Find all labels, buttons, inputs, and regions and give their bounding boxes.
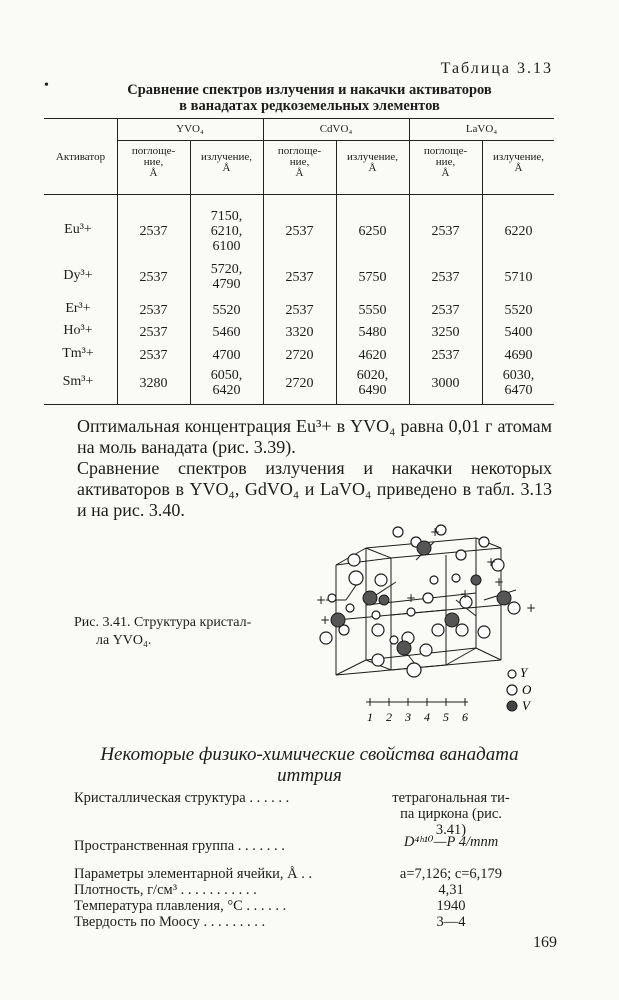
- table-cell: 2537: [431, 302, 460, 318]
- row-label-activator: Ho³+: [63, 323, 93, 338]
- table-cell: 3250: [431, 324, 460, 340]
- property-label: Твердость по Моосу . . . . . . . . .: [74, 914, 266, 930]
- subheader-emission: [336, 152, 409, 174]
- legend-o: O: [522, 682, 532, 697]
- table-cell: 2537: [285, 269, 314, 285]
- table-cell: 2537: [431, 223, 460, 239]
- table-cell: 5550: [358, 302, 387, 318]
- table-cell: 6020, 6490: [356, 368, 389, 398]
- table-cell: 2537: [285, 302, 314, 318]
- table-cell: 2537: [139, 324, 168, 340]
- subheader-line: Å: [222, 162, 231, 174]
- property-value: 1940: [436, 898, 466, 914]
- subheader-line: поглоще-: [277, 145, 322, 157]
- property-value: D⁴ʰ¹⁰—P 4/mnm: [403, 834, 499, 850]
- subheader-line: Å: [149, 167, 158, 179]
- paragraph-optimal-concentration: Оптимальная концентрация Eu³+ в YVO₄ равна 0,01 г атомам на моль ванадата (рис. 3.39).: [77, 416, 552, 457]
- legend-y: Y: [520, 665, 528, 680]
- subheader-line: ние,: [435, 156, 456, 168]
- row-label-activator: Sm³+: [62, 374, 94, 389]
- subheader-line: ние,: [143, 156, 164, 168]
- table-header-rule: [44, 194, 554, 195]
- table-cell: 2537: [139, 269, 168, 285]
- subheader-absorption: [117, 146, 190, 179]
- group-yvo4: YVO₄: [176, 123, 204, 135]
- legend-y-marker: [508, 670, 516, 678]
- figure-caption-line2: ла YVO₄.: [96, 633, 152, 648]
- subheader-line: Å: [368, 162, 377, 174]
- svg-text:+: +: [494, 575, 505, 589]
- scale-tick-label: 2: [386, 710, 392, 724]
- property-label: Температура плавления, °C . . . . . .: [74, 898, 287, 914]
- scale-tick-label: 4: [424, 710, 430, 724]
- svg-text:+: +: [460, 587, 471, 601]
- table-cell: 4620: [358, 347, 387, 363]
- subheader-line: Å: [441, 167, 450, 179]
- table-cell: 5520: [212, 302, 241, 318]
- table-cell: 5400: [504, 324, 533, 340]
- group-lavo4: LaVO₄: [465, 123, 498, 135]
- svg-text:+: +: [526, 601, 537, 615]
- svg-text:+: +: [316, 593, 327, 607]
- table-cell: 3280: [139, 375, 168, 391]
- property-label: Пространственная группа . . . . . . .: [74, 838, 285, 854]
- subheader-absorption: [409, 146, 482, 179]
- table-cell: 2537: [431, 347, 460, 363]
- table-top-rule: [44, 118, 554, 119]
- subheader-emission: [190, 152, 263, 174]
- table-caption-line1: Сравнение спектров излучения и накачки активаторов: [127, 82, 492, 98]
- table-cell: 5460: [212, 324, 241, 340]
- crystal-structure-figure: [316, 520, 546, 725]
- table-cell: 5720, 4790: [210, 262, 243, 292]
- table-cell: 2720: [285, 375, 314, 391]
- subheader-line: излучение,: [200, 151, 253, 163]
- table-cell: 7150, 6210, 6100: [210, 208, 243, 254]
- table-cell: 5520: [504, 302, 533, 318]
- table-cell: 6220: [504, 223, 533, 239]
- row-label-activator: Tm³+: [62, 346, 94, 361]
- table-cell: 4690: [504, 347, 533, 363]
- table-caption-line2: в ванадатах редкоземельных элементов: [179, 98, 440, 114]
- property-label: Кристаллическая структура . . . . . .: [74, 790, 290, 806]
- property-value: 3—4: [436, 914, 466, 930]
- scale-tick-label: 6: [462, 710, 468, 724]
- svg-text:+: +: [430, 525, 441, 539]
- section-title-line1: Некоторые физико-химические свойства ванадата: [100, 744, 519, 765]
- subheader-line: ние,: [289, 156, 310, 168]
- row-label-activator: Eu³+: [64, 222, 92, 237]
- table-cell: 6050, 6420: [210, 368, 243, 398]
- table-cell: 2537: [139, 302, 168, 318]
- scale-tick-label: 5: [443, 710, 449, 724]
- row-label-activator: Er³+: [65, 301, 91, 316]
- table-cell: 2537: [431, 269, 460, 285]
- subheader-line: Å: [295, 167, 304, 179]
- group-cdvo4: CdVO₄: [319, 123, 353, 135]
- section-title-line2: иттрия: [277, 765, 342, 786]
- page-number: 169: [533, 934, 557, 951]
- legend-o-marker: [507, 685, 517, 695]
- table-cell: 3320: [285, 324, 314, 340]
- table-cell: 4700: [212, 347, 241, 363]
- subheader-line: Å: [514, 162, 523, 174]
- row-label-activator: Dy³+: [63, 268, 93, 283]
- table-bottom-rule: [44, 404, 554, 405]
- subheader-line: излучение,: [492, 151, 545, 163]
- property-label: Плотность, г/см³ . . . . . . . . . . .: [74, 882, 257, 898]
- svg-text:+: +: [486, 555, 497, 569]
- scale-tick-label: 3: [405, 710, 411, 724]
- table-label: Таблица 3.13: [440, 60, 553, 77]
- legend-v: V: [522, 698, 530, 713]
- property-value: a=7,126; c=6,179: [399, 866, 503, 882]
- subheader-absorption: [263, 146, 336, 179]
- legend-v-marker: [507, 701, 517, 711]
- table-cell: 2537: [285, 223, 314, 239]
- subheader-line: поглоще-: [131, 145, 176, 157]
- subheader-line: поглоще-: [423, 145, 468, 157]
- table-cell: 2537: [139, 223, 168, 239]
- paragraph-comparison: Сравнение спектров излучения и накачки некоторых активаторов в YVO₄, GdVO₄ и LaVO₄ приведено в табл. 3.13 и на рис. 3.40.: [77, 458, 552, 520]
- scale-tick-label: 1: [367, 710, 373, 724]
- table-cell: 2537: [139, 347, 168, 363]
- table-cell: 5750: [358, 269, 387, 285]
- table-cell: 5480: [358, 324, 387, 340]
- header-activator: Активатор: [55, 151, 106, 163]
- svg-text:+: +: [406, 591, 417, 605]
- property-label: Параметры элементарной ячейки, Å . .: [74, 866, 313, 882]
- subheader-line: излучение,: [346, 151, 399, 163]
- figure-caption-line1: Рис. 3.41. Структура кристал-: [74, 615, 252, 630]
- stray-mark: •: [44, 78, 49, 93]
- table-cell: 6250: [358, 223, 387, 239]
- table-cell: 2720: [285, 347, 314, 363]
- svg-text:+: +: [320, 613, 331, 627]
- table-cell: 5710: [504, 269, 533, 285]
- table-cell: 6030, 6470: [502, 368, 535, 398]
- property-value: 4,31: [438, 882, 464, 898]
- subheader-emission: [482, 152, 555, 174]
- property-value: тетрагональная ти- па циркона (рис. 3.41): [392, 790, 510, 838]
- table-cell: 3000: [431, 375, 460, 391]
